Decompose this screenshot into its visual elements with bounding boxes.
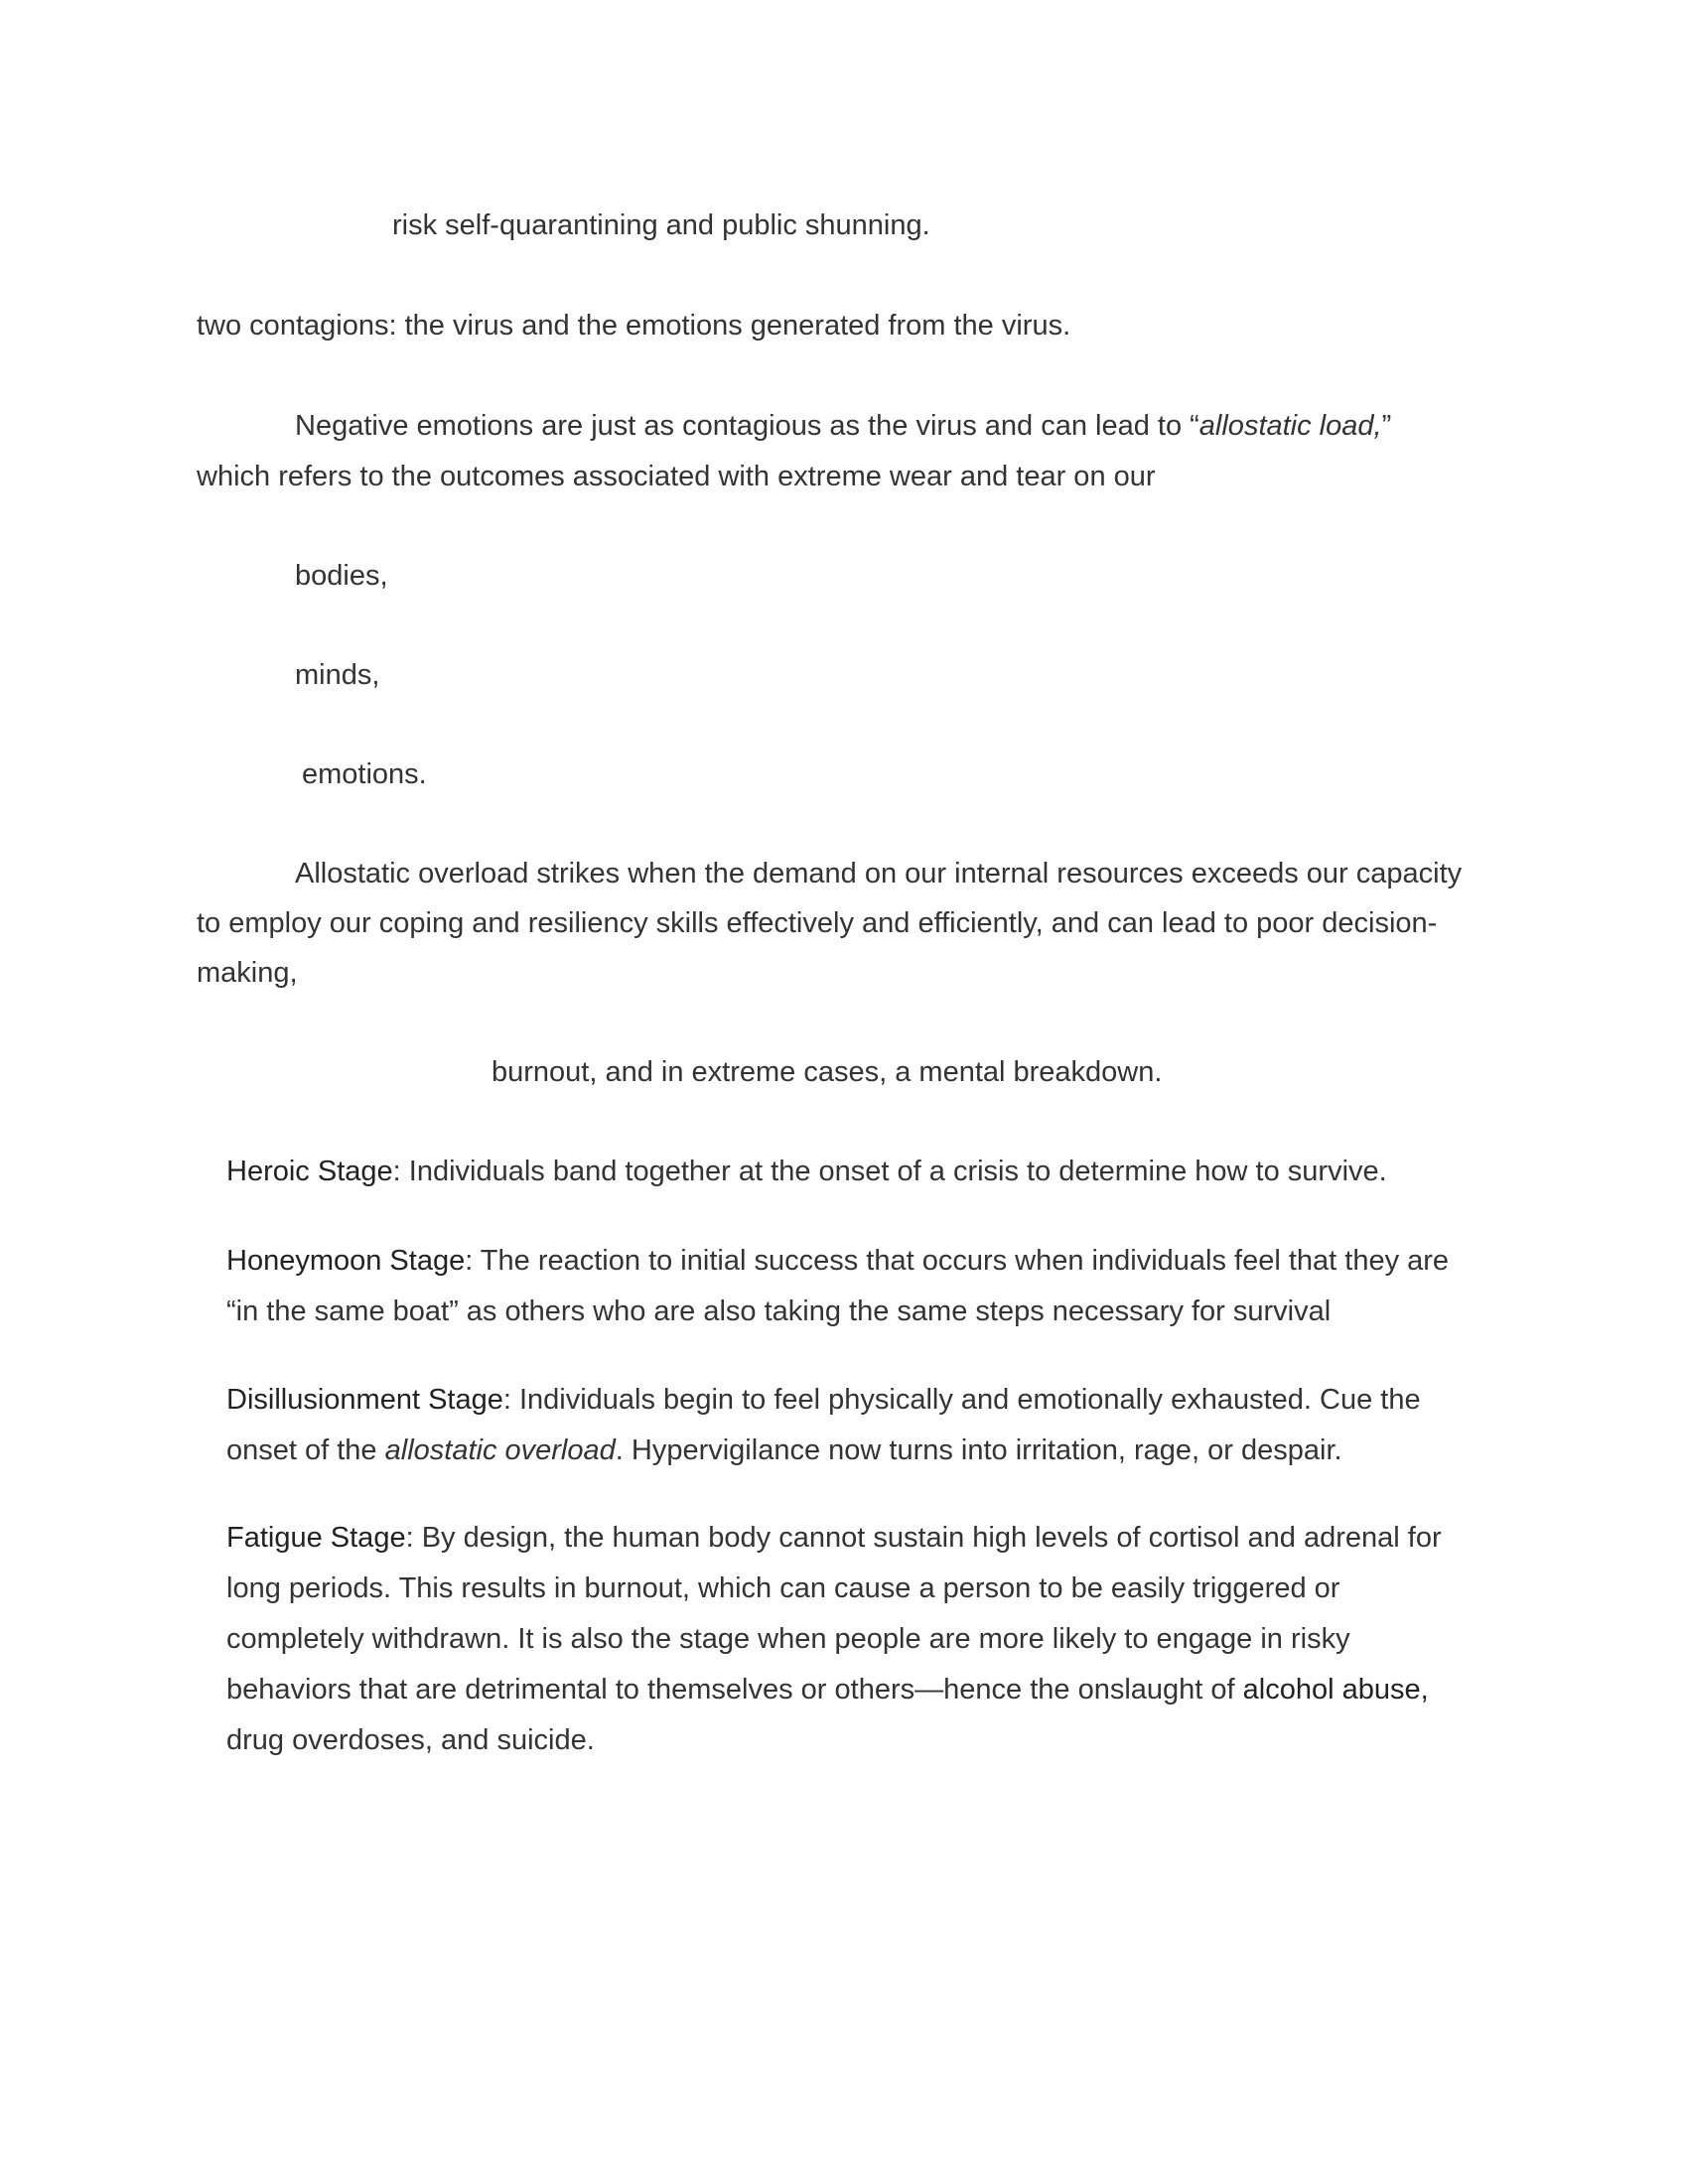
text: Negative emotions are just as contagious as the virus and can lead to “ (295, 410, 1199, 442)
text: drug overdoses, and suicide. (226, 1724, 595, 1756)
text: burnout, and in extreme cases, a mental breakdown. (492, 1056, 1163, 1088)
stage-fatigue-cont (226, 1715, 595, 1766)
text: minds, (295, 659, 380, 691)
text: bodies, (295, 560, 388, 592)
stage-disillusionment-cont (226, 1426, 1342, 1476)
italic-term: allostatic overload (384, 1434, 616, 1466)
text: “in the same boat” as others who are also taking the same steps necessary for survival (226, 1296, 1332, 1327)
text: : Individuals begin to feel physically and emotionally exhausted. Cue the (502, 1384, 1421, 1416)
text: long periods. This results in burnout, which can cause a person to be easily triggered or (226, 1572, 1340, 1604)
highlighted-term: alcohol abuse, (1242, 1674, 1429, 1706)
paragraph-line (197, 898, 1437, 949)
text: . Hypervigilance now turns into irritation, rage, or despair. (615, 1434, 1342, 1466)
stage-term: Honeymoon Stage (226, 1245, 466, 1277)
text: completely withdrawn. It is also the stage when people are more likely to engage in risky (226, 1623, 1350, 1655)
list-line (295, 650, 379, 701)
text: Allostatic overload strikes when the demand on our internal resources exceeds our capacity (295, 858, 1463, 889)
paragraph-line (295, 401, 1391, 452)
stage-fatigue-cont (226, 1564, 1339, 1614)
stage-fatigue (226, 1513, 1442, 1564)
stage-term: Disillusionment Stage (226, 1384, 503, 1416)
stage-fatigue-cont (226, 1614, 1350, 1665)
text: onset of the (226, 1434, 385, 1466)
paragraph-line (197, 301, 1070, 351)
text: to employ our coping and resiliency skills effectively and efficiently, and can lead to poor decision- (197, 907, 1438, 939)
paragraph-line (295, 849, 1462, 899)
text: risk self-quarantining and public shunning. (392, 209, 930, 241)
stage-heroic (226, 1147, 1387, 1197)
stage-term: Heroic Stage (226, 1156, 393, 1187)
paragraph-line (492, 1047, 1162, 1098)
italic-term: allostatic load, (1198, 410, 1382, 442)
text: emotions. (302, 758, 427, 790)
list-line (295, 551, 388, 602)
paragraph-line (392, 201, 930, 251)
stage-term: Fatigue Stage (226, 1522, 406, 1554)
text: : The reaction to initial success that occurs when individuals feel that they are (465, 1245, 1450, 1277)
text: which refers to the outcomes associated with extreme wear and tear on our (197, 461, 1156, 492)
stage-fatigue-cont (226, 1665, 1429, 1715)
list-line (302, 750, 427, 800)
stage-disillusionment (226, 1375, 1421, 1426)
paragraph-line (197, 948, 298, 999)
stage-honeymoon-cont (226, 1287, 1331, 1337)
text: making, (197, 957, 298, 989)
text: two contagions: the virus and the emotions generated from the virus. (197, 310, 1071, 341)
paragraph-line (197, 452, 1156, 502)
text: behaviors that are detrimental to themselves or others—hence the onslaught of (226, 1674, 1243, 1706)
text: : By design, the human body cannot sustain high levels of cortisol and adrenal for (405, 1522, 1442, 1554)
stage-honeymoon (226, 1236, 1449, 1287)
text: : Individuals band together at the onset of a crisis to determine how to survive. (392, 1156, 1387, 1187)
text: ” (1381, 410, 1392, 442)
